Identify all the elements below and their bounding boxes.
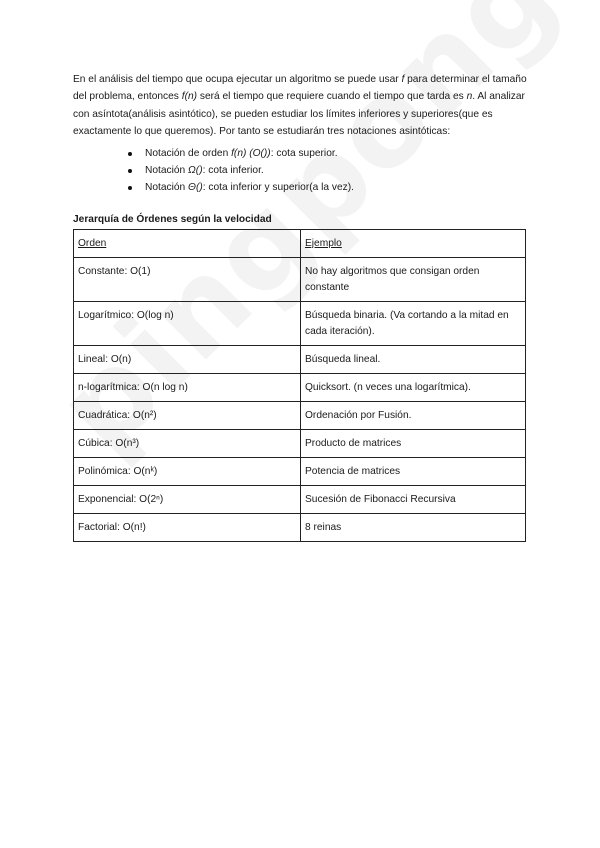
cell-example: Sucesión de Fibonacci Recursiva bbox=[301, 485, 526, 513]
cell-example: No hay algoritmos que consigan orden constante bbox=[301, 257, 526, 301]
cell-order: Cuadrática: O(n²) bbox=[74, 401, 301, 429]
notation-item-theta: Notación Θ(): cota inferior y superior(a la vez). bbox=[144, 179, 533, 196]
cell-order: n-logarítmica: O(n log n) bbox=[74, 373, 301, 401]
header-example: Ejemplo bbox=[301, 229, 526, 257]
table-row bbox=[74, 301, 526, 345]
table-row bbox=[74, 457, 526, 485]
table-row bbox=[74, 257, 526, 301]
cell-example: Búsqueda binaria. (Va cortando a la mitad en cada iteración). bbox=[301, 301, 526, 345]
table-row bbox=[74, 401, 526, 429]
table-header-row bbox=[74, 229, 526, 257]
table-row bbox=[74, 513, 526, 541]
cell-example: Búsqueda lineal. bbox=[301, 345, 526, 373]
header-order: Orden bbox=[74, 229, 301, 257]
cell-example: Ordenación por Fusión. bbox=[301, 401, 526, 429]
cell-example: Producto de matrices bbox=[301, 429, 526, 457]
table-row bbox=[74, 485, 526, 513]
cell-order: Constante: O(1) bbox=[74, 257, 301, 301]
table-row bbox=[74, 373, 526, 401]
notation-item-big-o: Notación de orden f(n) (O()): cota superior. bbox=[144, 145, 533, 162]
document-body bbox=[73, 71, 533, 542]
orders-table bbox=[73, 229, 526, 542]
notations-list bbox=[73, 145, 533, 197]
table-title: Jerarquía de Órdenes según la velocidad bbox=[73, 213, 272, 225]
cell-order: Lineal: O(n) bbox=[74, 345, 301, 373]
cell-example: Potencia de matrices bbox=[301, 457, 526, 485]
notation-item-omega: Notación Ω(): cota inferior. bbox=[144, 162, 533, 179]
cell-order: Factorial: O(n!) bbox=[74, 513, 301, 541]
table-row bbox=[74, 429, 526, 457]
cell-order: Cúbica: O(n³) bbox=[74, 429, 301, 457]
intro-paragraph: En el análisis del tiempo que ocupa ejecutar un algoritmo se puede usar f para determinar el tamaño del problema, entonces f(n) será el tiempo que requiere cuando el tiempo que tarda es n. Al analizar con asíntota(análisis asintótico), se pueden estudiar los límites inferiores y superiores(que es exactamente lo que queremos). Por tanto se estudiarán tres notaciones asintóticas: bbox=[73, 74, 527, 138]
table-row bbox=[74, 345, 526, 373]
cell-example: 8 reinas bbox=[301, 513, 526, 541]
cell-order: Polinómica: O(nᵏ) bbox=[74, 457, 301, 485]
cell-example: Quicksort. (n veces una logarítmica). bbox=[301, 373, 526, 401]
cell-order: Exponencial: O(2ⁿ) bbox=[74, 485, 301, 513]
cell-order: Logarítmico: O(log n) bbox=[74, 301, 301, 345]
